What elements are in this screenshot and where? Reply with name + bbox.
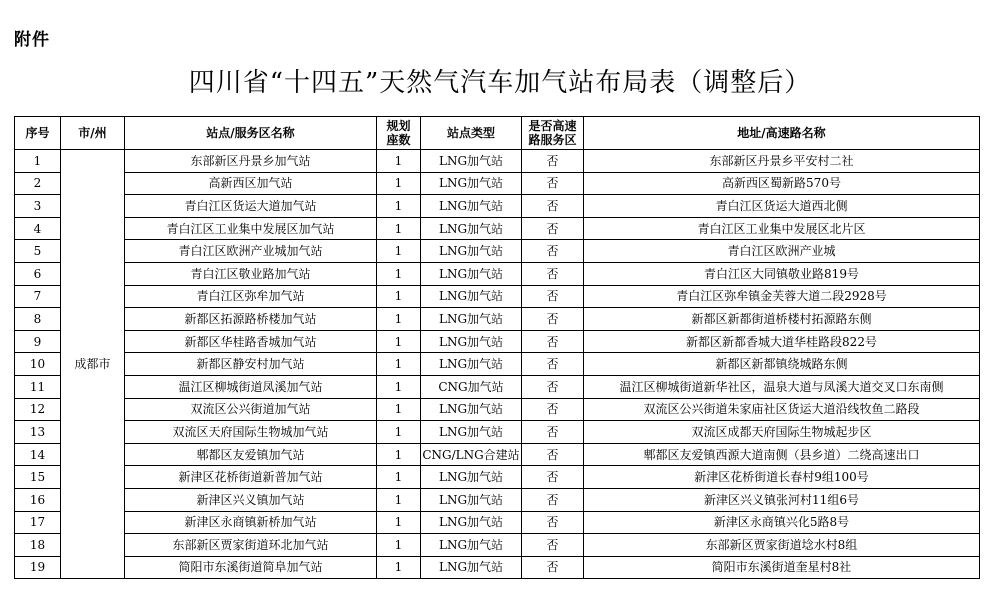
cell-planned: 1 bbox=[377, 353, 421, 376]
cell-highway: 否 bbox=[522, 308, 584, 331]
cell-type: CNG加气站 bbox=[421, 375, 522, 398]
cell-station: 新都区华桂路香城加气站 bbox=[125, 330, 377, 353]
cell-type: LNG加气站 bbox=[421, 240, 522, 263]
cell-seq: 9 bbox=[15, 330, 61, 353]
cell-address: 新都区新都街道桥楼村拓源路东侧 bbox=[584, 308, 980, 331]
cell-highway: 否 bbox=[522, 262, 584, 285]
cell-address: 东部新区贾家街道埝水村8组 bbox=[584, 534, 980, 557]
cell-seq: 11 bbox=[15, 375, 61, 398]
cell-highway: 否 bbox=[522, 534, 584, 557]
cell-seq: 18 bbox=[15, 534, 61, 557]
attachment-label: 附件 bbox=[14, 30, 50, 50]
cell-station: 青白江区欧洲产业城加气站 bbox=[125, 240, 377, 263]
cell-station: 双流区天府国际生物城加气站 bbox=[125, 421, 377, 444]
cell-station: 新都区拓源路桥楼加气站 bbox=[125, 308, 377, 331]
cell-address: 青白江区弥牟镇金芙蓉大道二段2928号 bbox=[584, 285, 980, 308]
table-row bbox=[15, 353, 980, 376]
cell-seq: 4 bbox=[15, 217, 61, 240]
cell-planned: 1 bbox=[377, 398, 421, 421]
cell-address: 新津区兴义镇张河村11组6号 bbox=[584, 488, 980, 511]
page-title: 四川省“十四五”天然气汽车加气站布局表（调整后） bbox=[188, 68, 812, 98]
table-row bbox=[15, 511, 980, 534]
cell-seq: 1 bbox=[15, 150, 61, 173]
cell-type: LNG加气站 bbox=[421, 556, 522, 579]
cell-city: 成都市 bbox=[61, 150, 125, 579]
cell-address: 高新西区蜀新路570号 bbox=[584, 172, 980, 195]
header-address: 地址/高速路名称 bbox=[584, 117, 980, 150]
cell-highway: 否 bbox=[522, 511, 584, 534]
cell-planned: 1 bbox=[377, 195, 421, 218]
cell-seq: 17 bbox=[15, 511, 61, 534]
cell-station: 青白江区工业集中发展区加气站 bbox=[125, 217, 377, 240]
cell-address: 新都区新都镇绕城路东侧 bbox=[584, 353, 980, 376]
cell-planned: 1 bbox=[377, 330, 421, 353]
cell-address: 青白江区货运大道西北侧 bbox=[584, 195, 980, 218]
cell-planned: 1 bbox=[377, 172, 421, 195]
table-row bbox=[15, 466, 980, 489]
cell-address: 双流区成都天府国际生物城起步区 bbox=[584, 421, 980, 444]
cell-type: LNG加气站 bbox=[421, 150, 522, 173]
table-row bbox=[15, 308, 980, 331]
header-station: 站点/服务区名称 bbox=[125, 117, 377, 150]
header-row bbox=[15, 117, 980, 150]
cell-highway: 否 bbox=[522, 375, 584, 398]
table-row bbox=[15, 534, 980, 557]
cell-seq: 5 bbox=[15, 240, 61, 263]
cell-address: 郫都区友爱镇西源大道南侧（县乡道）二绕高速出口 bbox=[584, 443, 980, 466]
header-highway-text: 是否高速路服务区 bbox=[528, 119, 577, 147]
table-row bbox=[15, 172, 980, 195]
header-planned bbox=[377, 117, 421, 150]
cell-highway: 否 bbox=[522, 195, 584, 218]
cell-planned: 1 bbox=[377, 262, 421, 285]
cell-station: 东部新区丹景乡加气站 bbox=[125, 150, 377, 173]
cell-highway: 否 bbox=[522, 240, 584, 263]
cell-planned: 1 bbox=[377, 308, 421, 331]
table-row bbox=[15, 285, 980, 308]
cell-planned: 1 bbox=[377, 534, 421, 557]
header-planned-text: 规划座数 bbox=[386, 119, 411, 147]
cell-highway: 否 bbox=[522, 330, 584, 353]
cell-highway: 否 bbox=[522, 556, 584, 579]
cell-planned: 1 bbox=[377, 150, 421, 173]
cell-seq: 19 bbox=[15, 556, 61, 579]
cell-address: 新都区新都香城大道华桂路段822号 bbox=[584, 330, 980, 353]
cell-highway: 否 bbox=[522, 285, 584, 308]
cell-type: LNG加气站 bbox=[421, 262, 522, 285]
cell-highway: 否 bbox=[522, 466, 584, 489]
station-table bbox=[14, 116, 980, 579]
table-row bbox=[15, 488, 980, 511]
cell-address: 简阳市东溪街道奎星村8社 bbox=[584, 556, 980, 579]
cell-address: 新津区花桥街道长春村9组100号 bbox=[584, 466, 980, 489]
header-seq: 序号 bbox=[15, 117, 61, 150]
cell-address: 双流区公兴街道朱家庙社区货运大道沿线牧鱼二路段 bbox=[584, 398, 980, 421]
cell-type: LNG加气站 bbox=[421, 330, 522, 353]
cell-address: 温江区柳城街道新华社区，温泉大道与凤溪大道交叉口东南侧 bbox=[584, 375, 980, 398]
cell-highway: 否 bbox=[522, 443, 584, 466]
cell-address: 青白江区工业集中发展区北片区 bbox=[584, 217, 980, 240]
cell-highway: 否 bbox=[522, 488, 584, 511]
cell-station: 青白江区弥牟加气站 bbox=[125, 285, 377, 308]
cell-type: LNG加气站 bbox=[421, 466, 522, 489]
cell-station: 双流区公兴街道加气站 bbox=[125, 398, 377, 421]
cell-type: LNG加气站 bbox=[421, 488, 522, 511]
cell-seq: 3 bbox=[15, 195, 61, 218]
cell-station: 新都区静安村加气站 bbox=[125, 353, 377, 376]
cell-planned: 1 bbox=[377, 488, 421, 511]
table-row bbox=[15, 150, 980, 173]
cell-highway: 否 bbox=[522, 353, 584, 376]
cell-seq: 6 bbox=[15, 262, 61, 285]
cell-address: 新津区永商镇兴化5路8号 bbox=[584, 511, 980, 534]
table-row bbox=[15, 556, 980, 579]
cell-type: LNG加气站 bbox=[421, 308, 522, 331]
cell-station: 新津区兴义镇加气站 bbox=[125, 488, 377, 511]
table-row bbox=[15, 375, 980, 398]
table-row bbox=[15, 240, 980, 263]
cell-type: LNG加气站 bbox=[421, 511, 522, 534]
cell-type: LNG加气站 bbox=[421, 534, 522, 557]
cell-type: LNG加气站 bbox=[421, 398, 522, 421]
cell-highway: 否 bbox=[522, 150, 584, 173]
cell-station: 高新西区加气站 bbox=[125, 172, 377, 195]
cell-seq: 12 bbox=[15, 398, 61, 421]
cell-type: CNG/LNG合建站 bbox=[421, 443, 522, 466]
cell-planned: 1 bbox=[377, 556, 421, 579]
header-city: 市/州 bbox=[61, 117, 125, 150]
cell-address: 东部新区丹景乡平安村二社 bbox=[584, 150, 980, 173]
cell-planned: 1 bbox=[377, 421, 421, 444]
cell-type: LNG加气站 bbox=[421, 353, 522, 376]
cell-type: LNG加气站 bbox=[421, 172, 522, 195]
cell-highway: 否 bbox=[522, 172, 584, 195]
cell-type: LNG加气站 bbox=[421, 285, 522, 308]
cell-highway: 否 bbox=[522, 398, 584, 421]
cell-station: 温江区柳城街道凤溪加气站 bbox=[125, 375, 377, 398]
cell-planned: 1 bbox=[377, 375, 421, 398]
cell-station: 新津区花桥街道新普加气站 bbox=[125, 466, 377, 489]
cell-highway: 否 bbox=[522, 421, 584, 444]
cell-station: 新津区永商镇新桥加气站 bbox=[125, 511, 377, 534]
cell-address: 青白江区大同镇敬业路819号 bbox=[584, 262, 980, 285]
cell-seq: 2 bbox=[15, 172, 61, 195]
table-row bbox=[15, 443, 980, 466]
table-row bbox=[15, 398, 980, 421]
table-row bbox=[15, 262, 980, 285]
cell-station: 东部新区贾家街道环北加气站 bbox=[125, 534, 377, 557]
cell-planned: 1 bbox=[377, 240, 421, 263]
cell-planned: 1 bbox=[377, 285, 421, 308]
table-row bbox=[15, 195, 980, 218]
cell-seq: 7 bbox=[15, 285, 61, 308]
cell-type: LNG加气站 bbox=[421, 421, 522, 444]
cell-planned: 1 bbox=[377, 443, 421, 466]
table-row bbox=[15, 217, 980, 240]
cell-planned: 1 bbox=[377, 466, 421, 489]
table-row bbox=[15, 421, 980, 444]
cell-seq: 16 bbox=[15, 488, 61, 511]
cell-seq: 8 bbox=[15, 308, 61, 331]
cell-seq: 14 bbox=[15, 443, 61, 466]
cell-seq: 13 bbox=[15, 421, 61, 444]
cell-seq: 10 bbox=[15, 353, 61, 376]
cell-address: 青白江区欧洲产业城 bbox=[584, 240, 980, 263]
cell-station: 青白江区货运大道加气站 bbox=[125, 195, 377, 218]
cell-station: 郫都区友爱镇加气站 bbox=[125, 443, 377, 466]
cell-highway: 否 bbox=[522, 217, 584, 240]
cell-station: 青白江区敬业路加气站 bbox=[125, 262, 377, 285]
cell-type: LNG加气站 bbox=[421, 217, 522, 240]
cell-planned: 1 bbox=[377, 217, 421, 240]
cell-seq: 15 bbox=[15, 466, 61, 489]
cell-planned: 1 bbox=[377, 511, 421, 534]
cell-station: 简阳市东溪街道简阜加气站 bbox=[125, 556, 377, 579]
cell-type: LNG加气站 bbox=[421, 195, 522, 218]
header-type: 站点类型 bbox=[421, 117, 522, 150]
header-highway bbox=[522, 117, 584, 150]
table-row bbox=[15, 330, 980, 353]
